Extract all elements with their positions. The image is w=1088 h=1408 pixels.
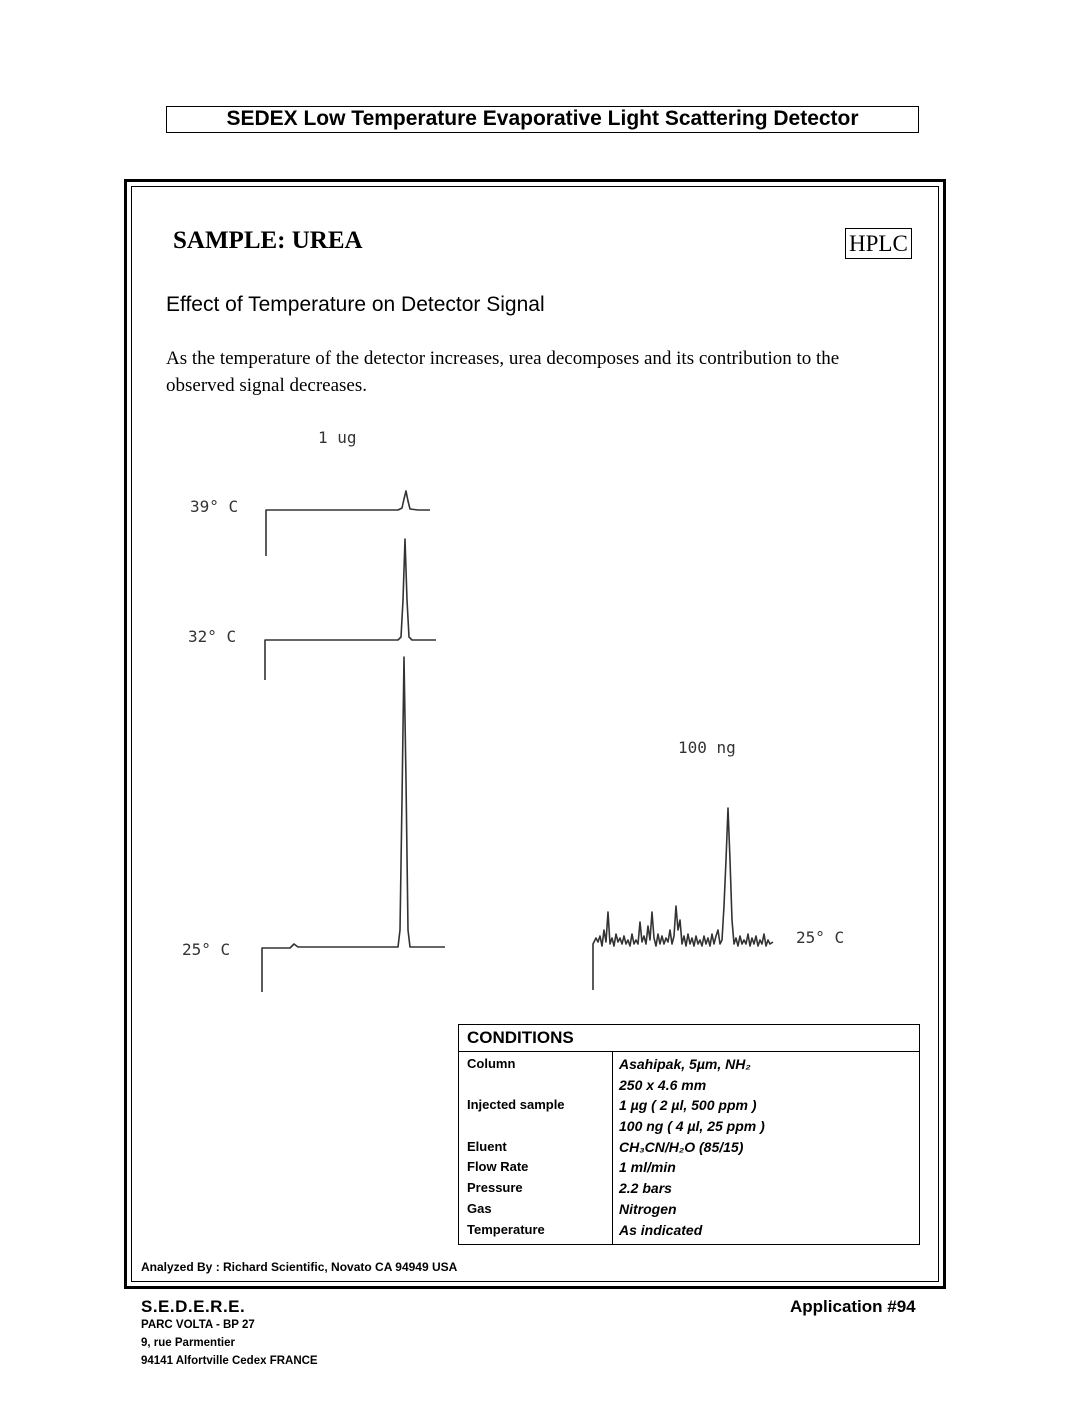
amount-label-100ng: 100 ng bbox=[678, 738, 736, 757]
company-name: S.E.D.E.R.E. bbox=[141, 1297, 246, 1316]
analyzed-by-note: Analyzed By : Richard Scientific, Novato CA 94949 USA bbox=[141, 1260, 458, 1274]
condition-value: 2.2 bars bbox=[619, 1180, 672, 1197]
condition-value: 1 µg ( 2 µl, 500 ppm ) bbox=[619, 1097, 757, 1114]
hplc-badge: HPLC bbox=[845, 228, 912, 259]
condition-value: 250 x 4.6 mm bbox=[619, 1076, 707, 1093]
trace-25c-right bbox=[593, 808, 773, 990]
description-paragraph: As the temperature of the detector increases, urea decomposes and its contribution to the observed signal decreases. bbox=[166, 348, 840, 396]
condition-value: Asahipak, 5µm, NH₂ bbox=[619, 1056, 751, 1072]
condition-param: Pressure bbox=[467, 1180, 523, 1196]
document-header-title: SEDEX Low Temperature Evaporative Light Scattering Detector bbox=[166, 106, 919, 133]
condition-param: Eluent bbox=[467, 1138, 507, 1154]
amount-label-1ug: 1 ug bbox=[318, 428, 357, 447]
conditions-heading: CONDITIONS bbox=[459, 1025, 919, 1052]
conditions-parameter-column bbox=[459, 1052, 613, 1244]
address-line: PARC VOLTA - BP 27 bbox=[141, 1319, 255, 1331]
condition-param: Flow Rate bbox=[467, 1159, 529, 1175]
condition-value: CH₃CN/H₂O (85/15) bbox=[619, 1138, 744, 1155]
condition-value: 1 ml/min bbox=[619, 1159, 676, 1176]
trace-25c-left bbox=[262, 657, 445, 992]
condition-param: Injected sample bbox=[467, 1097, 565, 1113]
address-line: 94141 Alfortville Cedex FRANCE bbox=[141, 1355, 318, 1367]
temperature-label-25c-left: 25° C bbox=[182, 940, 231, 959]
section-subtitle: Effect of Temperature on Detector Signal bbox=[166, 293, 545, 316]
temperature-label-39c: 39° C bbox=[190, 497, 239, 516]
condition-param: Column bbox=[467, 1056, 516, 1071]
condition-param bbox=[467, 1116, 612, 1137]
condition-value: Nitrogen bbox=[619, 1200, 677, 1217]
sample-title: SAMPLE: UREA bbox=[173, 227, 363, 254]
trace-32c bbox=[265, 539, 436, 680]
condition-value: As indicated bbox=[619, 1221, 703, 1238]
temperature-label-32c: 32° C bbox=[188, 627, 237, 646]
condition-value: 100 ng ( 4 µl, 25 ppm ) bbox=[619, 1118, 765, 1135]
conditions-value-column bbox=[613, 1052, 919, 1244]
condition-param: Temperature bbox=[467, 1221, 545, 1237]
conditions-table bbox=[458, 1024, 920, 1245]
condition-param: Gas bbox=[467, 1200, 492, 1216]
temperature-label-25c-right: 25° C bbox=[796, 928, 845, 947]
condition-param bbox=[467, 1075, 612, 1096]
application-number: Application #94 bbox=[790, 1297, 916, 1316]
address-line: 9, rue Parmentier bbox=[141, 1337, 235, 1349]
